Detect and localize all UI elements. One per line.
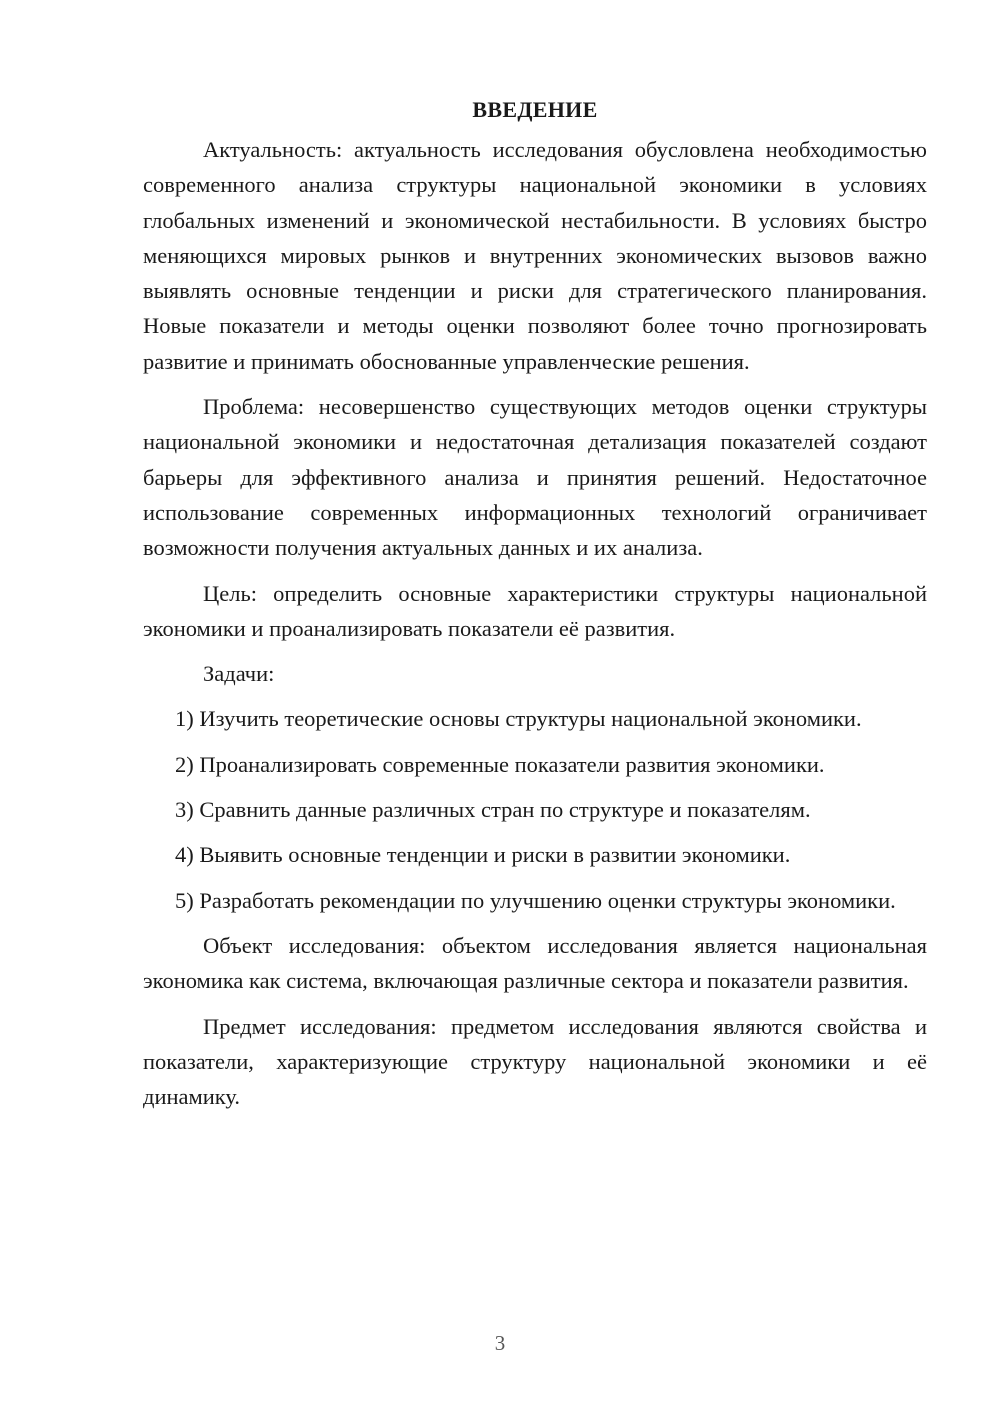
task-item-4: 4) Выявить основные тенденции и риски в развитии экономики. — [175, 842, 791, 868]
page-content — [143, 92, 927, 1124]
page-number: 3 — [494, 1331, 506, 1355]
paragraph-tasks-heading: Задачи: — [203, 661, 275, 687]
section-title: ВВЕДЕНИЕ — [472, 97, 598, 122]
task-item-2: 2) Проанализировать современные показатели развития экономики. — [175, 751, 825, 777]
paragraph-goal: Цель: определить основные характеристики структуры национальной экономики и проанализировать показатели её развития. — [143, 580, 927, 641]
paragraph-subject: Предмет исследования: предметом исследования являются свойства и показатели, характеризующие структуру национальной экономики и её динамику. — [143, 1013, 927, 1110]
task-item-1: 1) Изучить теоретические основы структуры национальной экономики. — [175, 706, 862, 732]
task-item-3: 3) Сравнить данные различных стран по структуре и показателям. — [175, 797, 811, 823]
paragraph-problem: Проблема: несовершенство существующих методов оценки структуры национальной экономики и недостаточная детализация показателей создают барьеры для эффективного анализа и принятия решений. Недостаточное использование современных информационных технологий ограничивает возможности получения актуальных данных и их анализа. — [143, 394, 927, 561]
paragraph-object: Объект исследования: объектом исследования является национальная экономика как система, включающая различные сектора и показатели развития. — [143, 932, 927, 994]
task-item-5: 5) Разработать рекомендации по улучшению оценки структуры экономики. — [175, 887, 896, 913]
paragraph-relevance: Актуальность: актуальность исследования обусловлена необходимостью современного анализа структуры национальной экономики в условиях глобальных изменений и экономической нестабильности. В условиях быстро меняющихся мировых рынков и внутренних экономических вызовов важно выявлять основные тенденции и риски для стратегического планирования. Новые показатели и методы оценки позволяют более точно прогнозировать развитие и принимать обоснованные управленческие решения. — [143, 137, 927, 374]
